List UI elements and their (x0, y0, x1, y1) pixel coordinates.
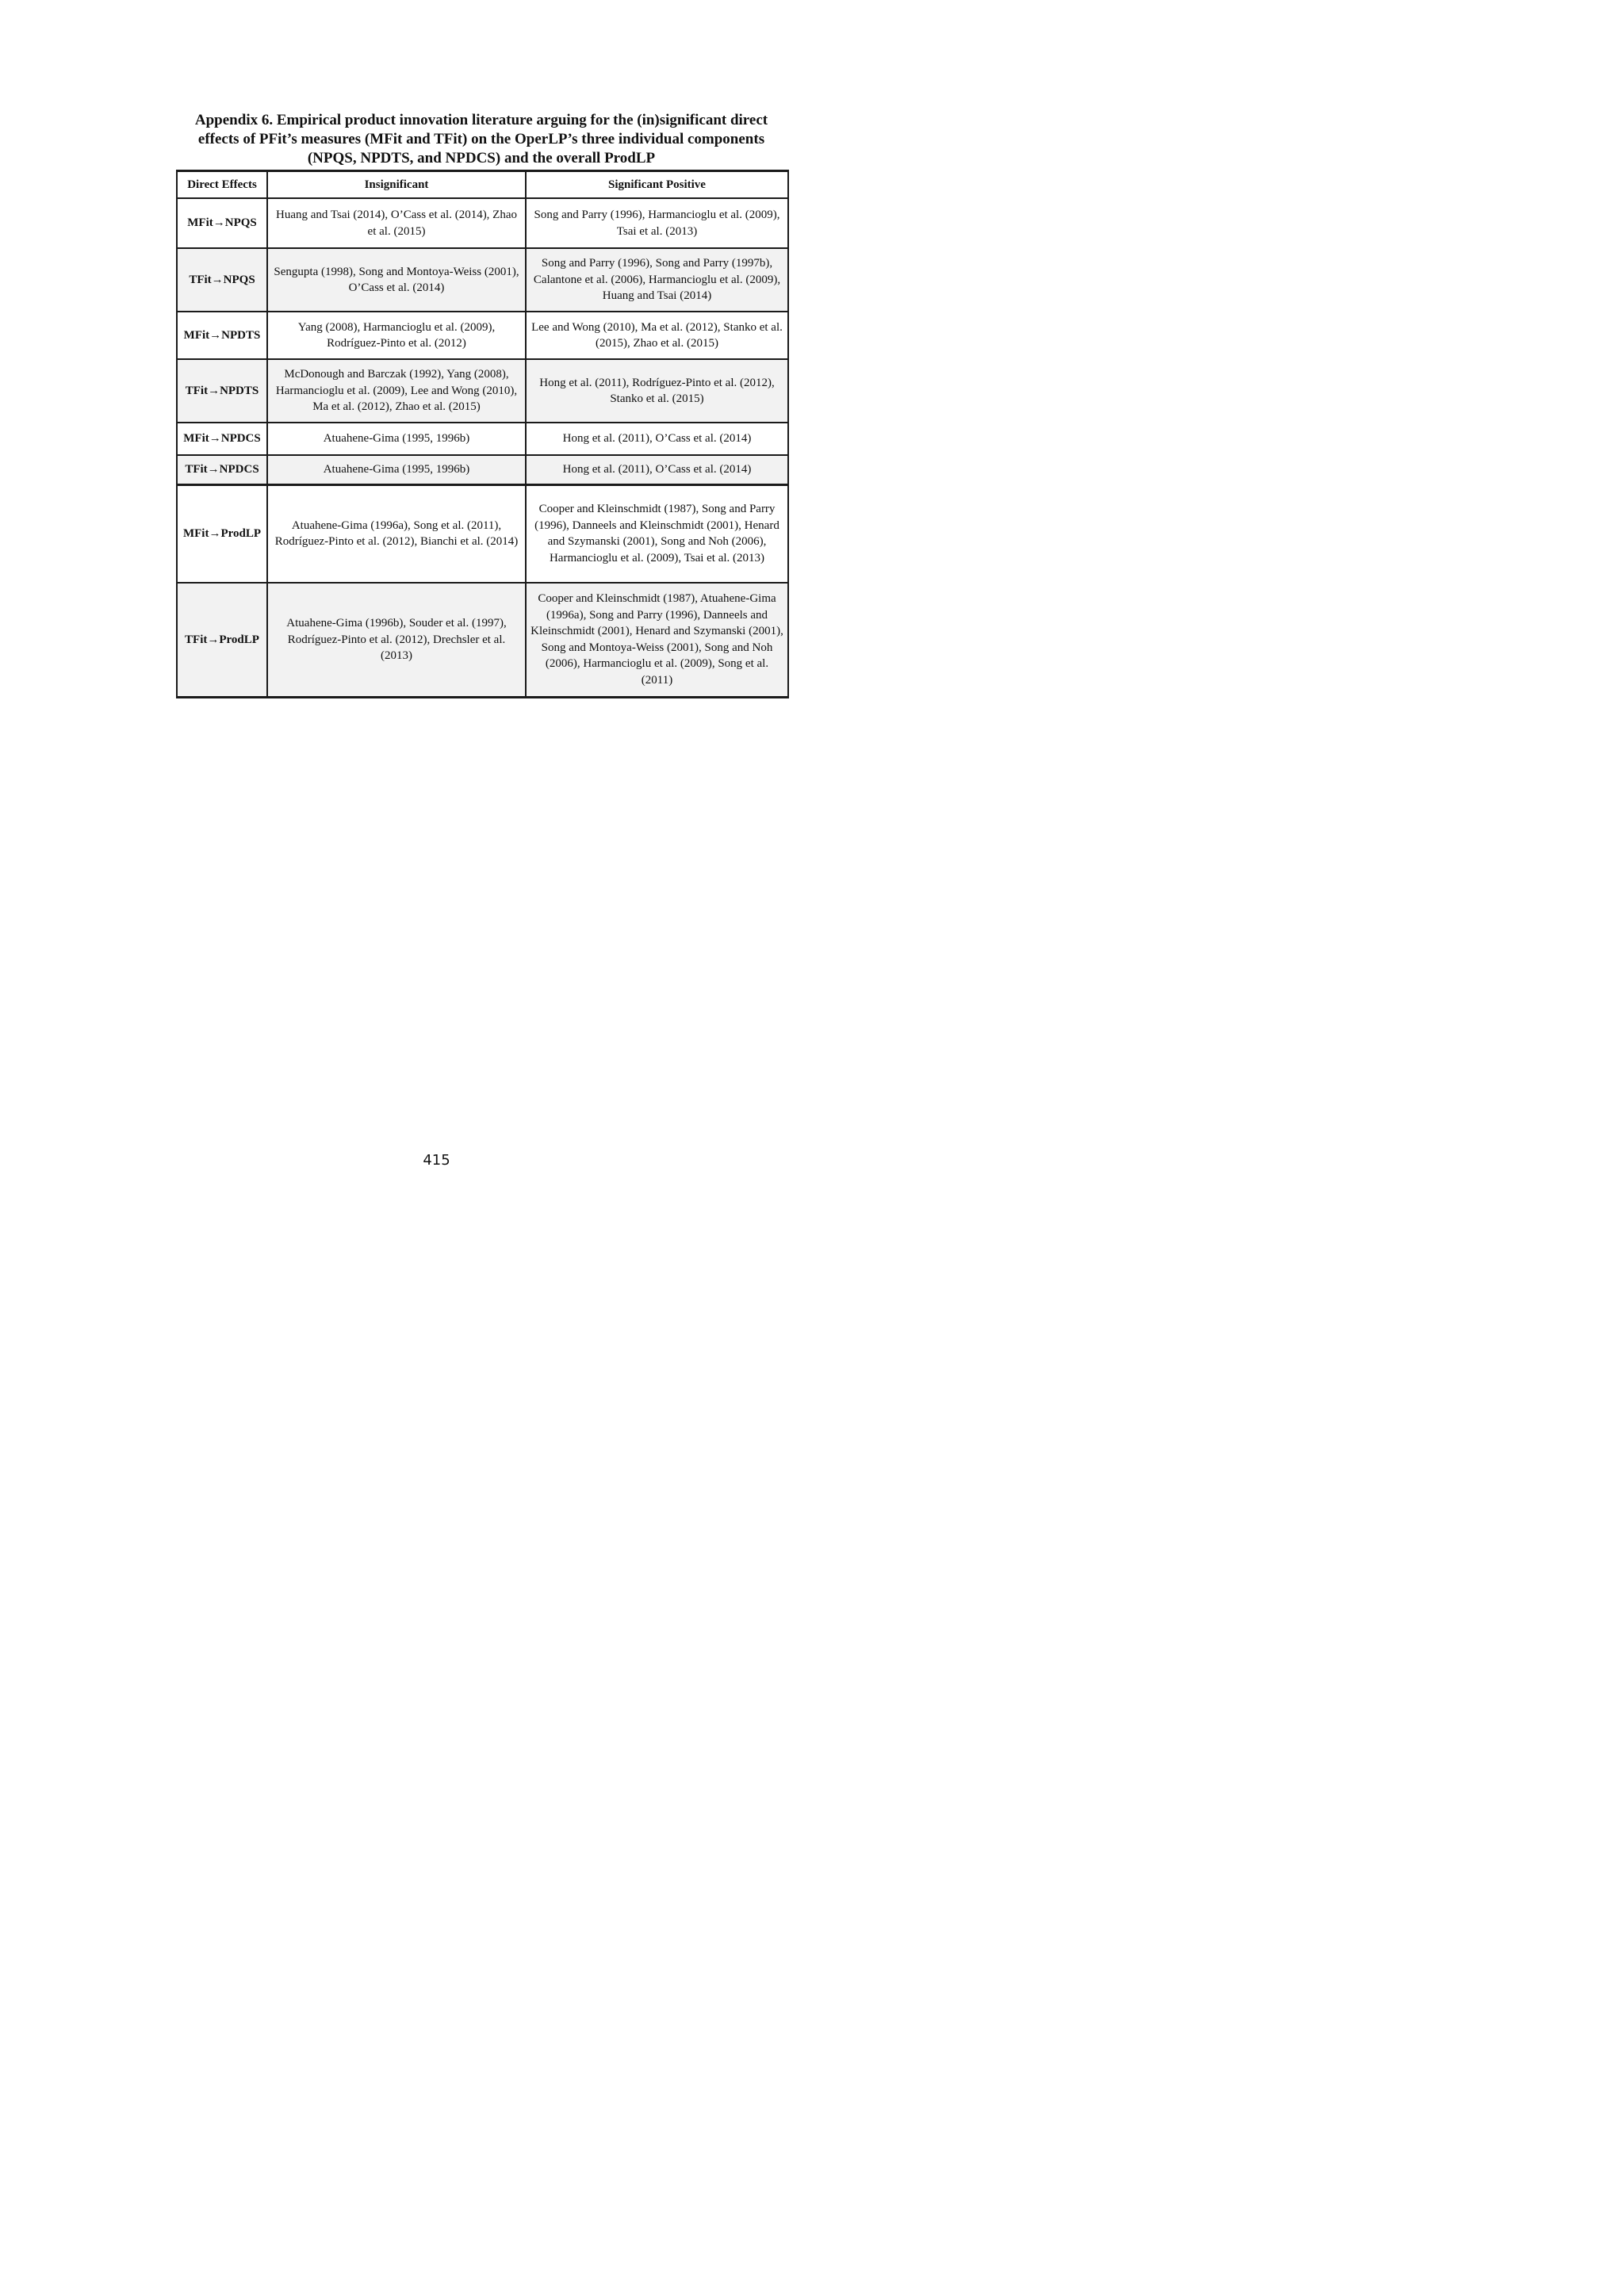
table-row (177, 583, 788, 697)
header-significant-positive: Significant Positive (526, 171, 788, 199)
table-row (177, 484, 788, 583)
insignificant-cell: Yang (2008), Harmancioglu et al. (2009), Rodríguez-Pinto et al. (2012) (267, 312, 526, 359)
table-row (177, 455, 788, 484)
direct-effect-cell: MFit→NPDCS (177, 423, 267, 455)
title-line-2: effects of PFit’s measures (MFit and TFit) on the OperLP’s three individual components (197, 131, 765, 147)
table-row (177, 312, 788, 359)
insignificant-cell: Sengupta (1998), Song and Montoya-Weiss (2001), O’Cass et al. (2014) (267, 248, 526, 312)
title-line-3: (NPQS, NPDTS, and NPDCS) and the overall ProdLP (307, 150, 656, 166)
direct-effects-table (176, 170, 789, 698)
significant-cell: Cooper and Kleinschmidt (1987), Atuahene-Gima (1996a), Song and Parry (1996), Danneels and Kleinschmidt (2001), Henard and Szymanski (2001), Song and Montoya-Weiss (2001), Song and Noh (2006), Harmancioglu et al. (2009), Song et al. (2011) (526, 583, 788, 697)
insignificant-cell: Atuahene-Gima (1995, 1996b) (267, 455, 526, 484)
table-row (177, 359, 788, 423)
direct-effect-cell: MFit→ProdLP (177, 484, 267, 583)
significant-cell: Hong et al. (2011), O’Cass et al. (2014) (526, 423, 788, 455)
direct-effect-cell: TFit→ProdLP (177, 583, 267, 697)
significant-cell: Cooper and Kleinschmidt (1987), Song and Parry (1996), Danneels and Kleinschmidt (2001), Henard and Szymanski (2001), Song and Noh (2006), Harmancioglu et al. (2009), Tsai et al. (2013) (526, 484, 788, 583)
direct-effect-cell: TFit→NPDTS (177, 359, 267, 423)
direct-effect-cell: MFit→NPQS (177, 198, 267, 248)
table-row (177, 248, 788, 312)
significant-cell: Hong et al. (2011), O’Cass et al. (2014) (526, 455, 788, 484)
table-row (177, 423, 788, 455)
insignificant-cell: Huang and Tsai (2014), O’Cass et al. (2014), Zhao et al. (2015) (267, 198, 526, 248)
insignificant-cell: Atuahene-Gima (1995, 1996b) (267, 423, 526, 455)
direct-effect-cell: TFit→NPQS (177, 248, 267, 312)
table-header-row (177, 171, 788, 199)
significant-cell: Song and Parry (1996), Harmancioglu et al. (2009), Tsai et al. (2013) (526, 198, 788, 248)
header-direct-effects: Direct Effects (177, 171, 267, 199)
title-line-1: Appendix 6. Empirical product innovation literature arguing for the (in)significant direct (194, 112, 768, 128)
significant-cell: Lee and Wong (2010), Ma et al. (2012), Stanko et al. (2015), Zhao et al. (2015) (526, 312, 788, 359)
insignificant-cell: McDonough and Barczak (1992), Yang (2008), Harmancioglu et al. (2009), Lee and Wong (2010), Ma et al. (2012), Zhao et al. (2015) (267, 359, 526, 423)
header-insignificant: Insignificant (267, 171, 526, 199)
significant-cell: Song and Parry (1996), Song and Parry (1997b), Calantone et al. (2006), Harmancioglu et al. (2009), Huang and Tsai (2014) (526, 248, 788, 312)
table-row (177, 198, 788, 248)
direct-effect-cell: MFit→NPDTS (177, 312, 267, 359)
appendix-title (176, 111, 787, 168)
insignificant-cell: Atuahene-Gima (1996a), Song et al. (2011), Rodríguez-Pinto et al. (2012), Bianchi et al. (2014) (267, 484, 526, 583)
page-number: 415 (423, 1152, 450, 1169)
insignificant-cell: Atuahene-Gima (1996b), Souder et al. (1997), Rodríguez-Pinto et al. (2012), Drechsler et al. (2013) (267, 583, 526, 697)
direct-effect-cell: TFit→NPDCS (177, 455, 267, 484)
significant-cell: Hong et al. (2011), Rodríguez-Pinto et al. (2012), Stanko et al. (2015) (526, 359, 788, 423)
